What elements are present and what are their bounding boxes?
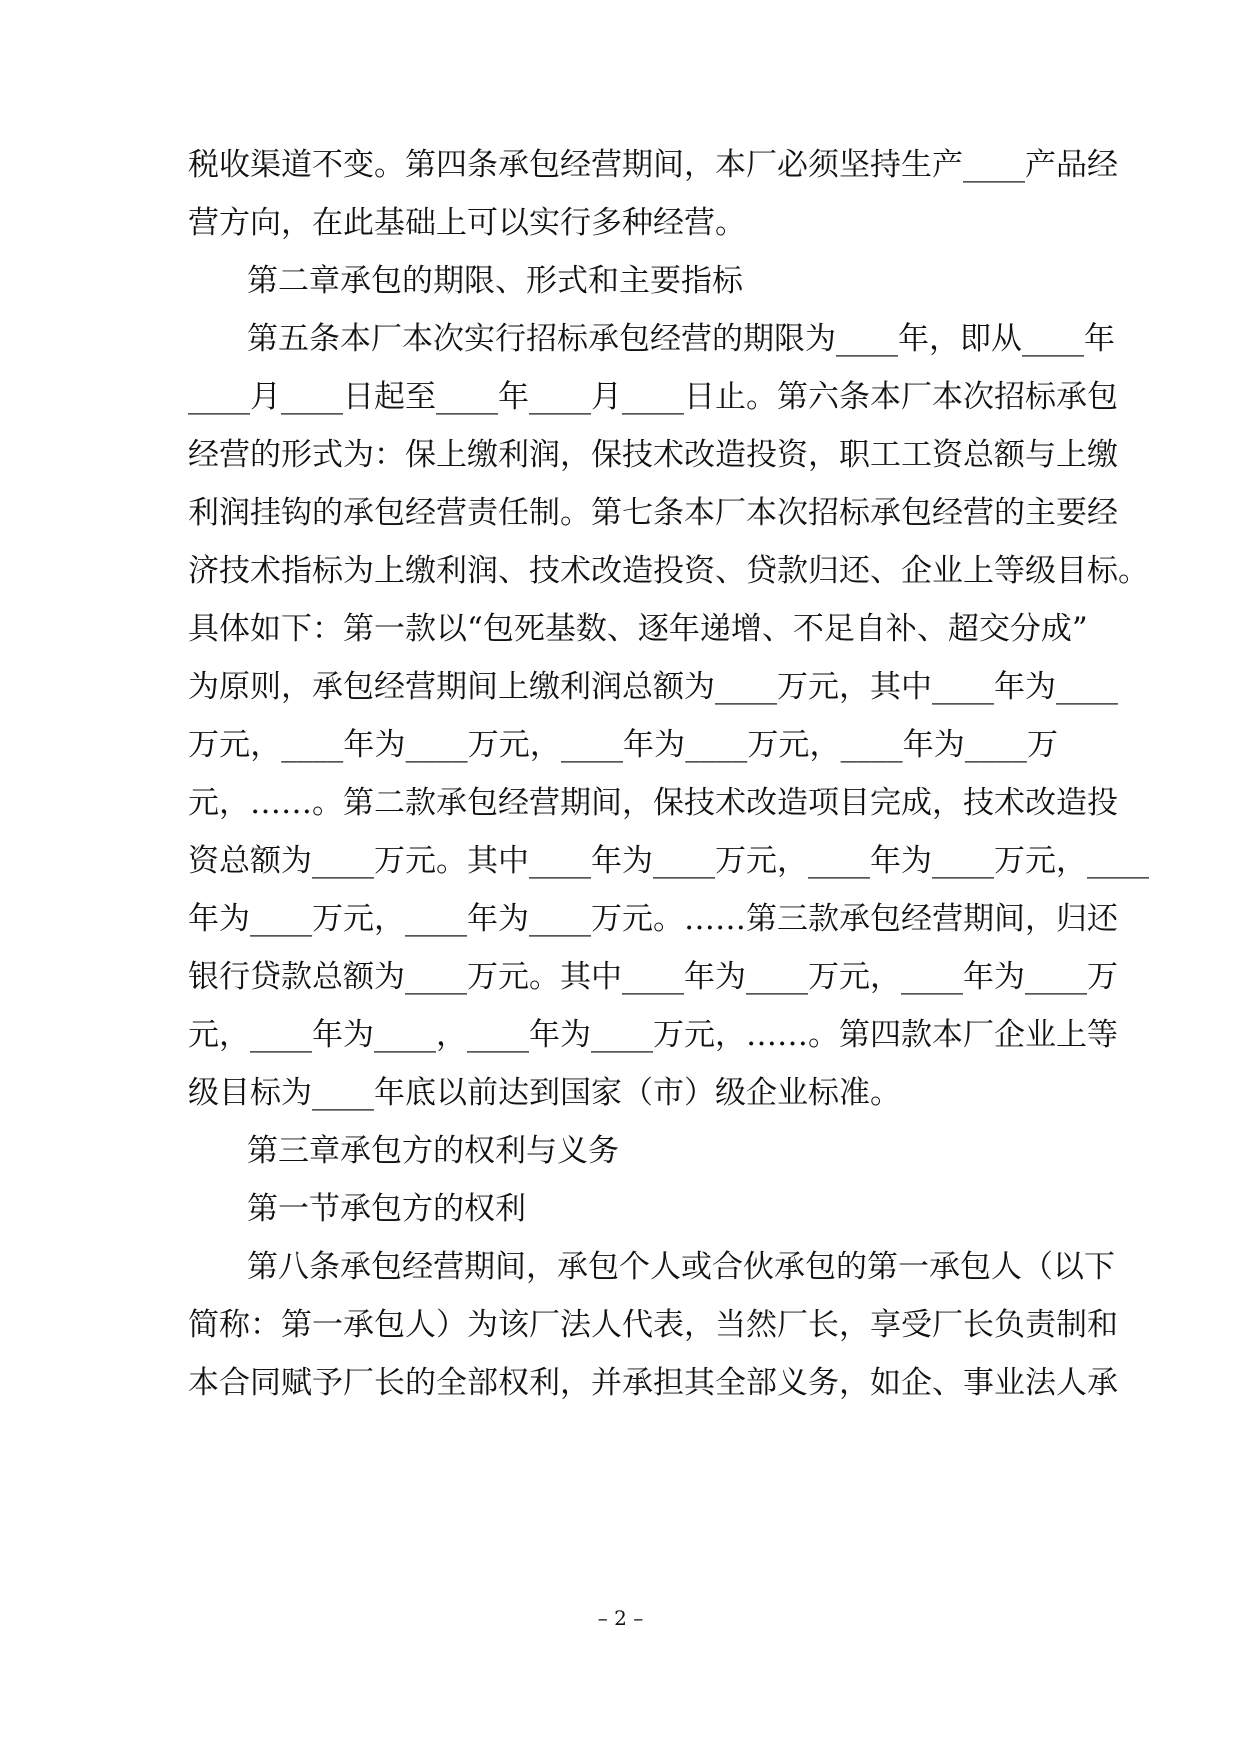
text-line: 具体如下：第一款以“包死基数、逐年递增、不足自补、超交分成”	[188, 611, 1088, 647]
text-line: 万元，____年为____万元，____年为____万元，____年为____万	[188, 727, 1058, 763]
text-line: 级目标为____年底以前达到国家（市）级企业标准。	[188, 1075, 901, 1111]
text-line: ____月____日起至____年____月____日止。第六条本厂本次招标承包	[188, 379, 1118, 415]
section-heading: 第一节承包方的权利	[247, 1191, 526, 1227]
text-line: 简称：第一承包人）为该厂法人代表，当然厂长，享受厂长负责制和	[188, 1307, 1118, 1343]
page-number: – 2 –	[597, 1606, 644, 1630]
text-line: 资总额为____万元。其中____年为____万元，____年为____万元，____	[188, 843, 1149, 879]
chapter-heading: 第二章承包的期限、形式和主要指标	[247, 263, 743, 299]
text-line: 银行贷款总额为____万元。其中____年为____万元，____年为____万	[188, 959, 1118, 995]
text-line: 营方向，在此基础上可以实行多种经营。	[188, 205, 746, 241]
text-line: 经营的形式为：保上缴利润，保技术改造投资，职工工资总额与上缴	[188, 437, 1118, 473]
text-line: 为原则，承包经营期间上缴利润总额为____万元，其中____年为____	[188, 669, 1118, 705]
text-line: 税收渠道不变。第四条承包经营期间，本厂必须坚持生产____产品经	[188, 147, 1118, 183]
text-line: 元，……。第二款承包经营期间，保技术改造项目完成，技术改造投	[188, 785, 1118, 821]
text-line: 本合同赋予厂长的全部权利，并承担其全部义务，如企、事业法人承	[188, 1365, 1118, 1401]
text-line: 元，____年为____，____年为____万元，……。第四款本厂企业上等	[188, 1017, 1118, 1053]
text-line: 济技术指标为上缴利润、技术改造投资、贷款归还、企业上等级目标。	[188, 553, 1149, 589]
text-line: 第五条本厂本次实行招标承包经营的期限为____年，即从____年	[247, 321, 1115, 357]
text-line: 利润挂钩的承包经营责任制。第七条本厂本次招标承包经营的主要经	[188, 495, 1118, 531]
text-line: 年为____万元，____年为____万元。……第三款承包经营期间，归还	[188, 901, 1118, 937]
chapter-heading: 第三章承包方的权利与义务	[247, 1133, 619, 1169]
text-line: 第八条承包经营期间，承包个人或合伙承包的第一承包人（以下	[247, 1249, 1115, 1285]
